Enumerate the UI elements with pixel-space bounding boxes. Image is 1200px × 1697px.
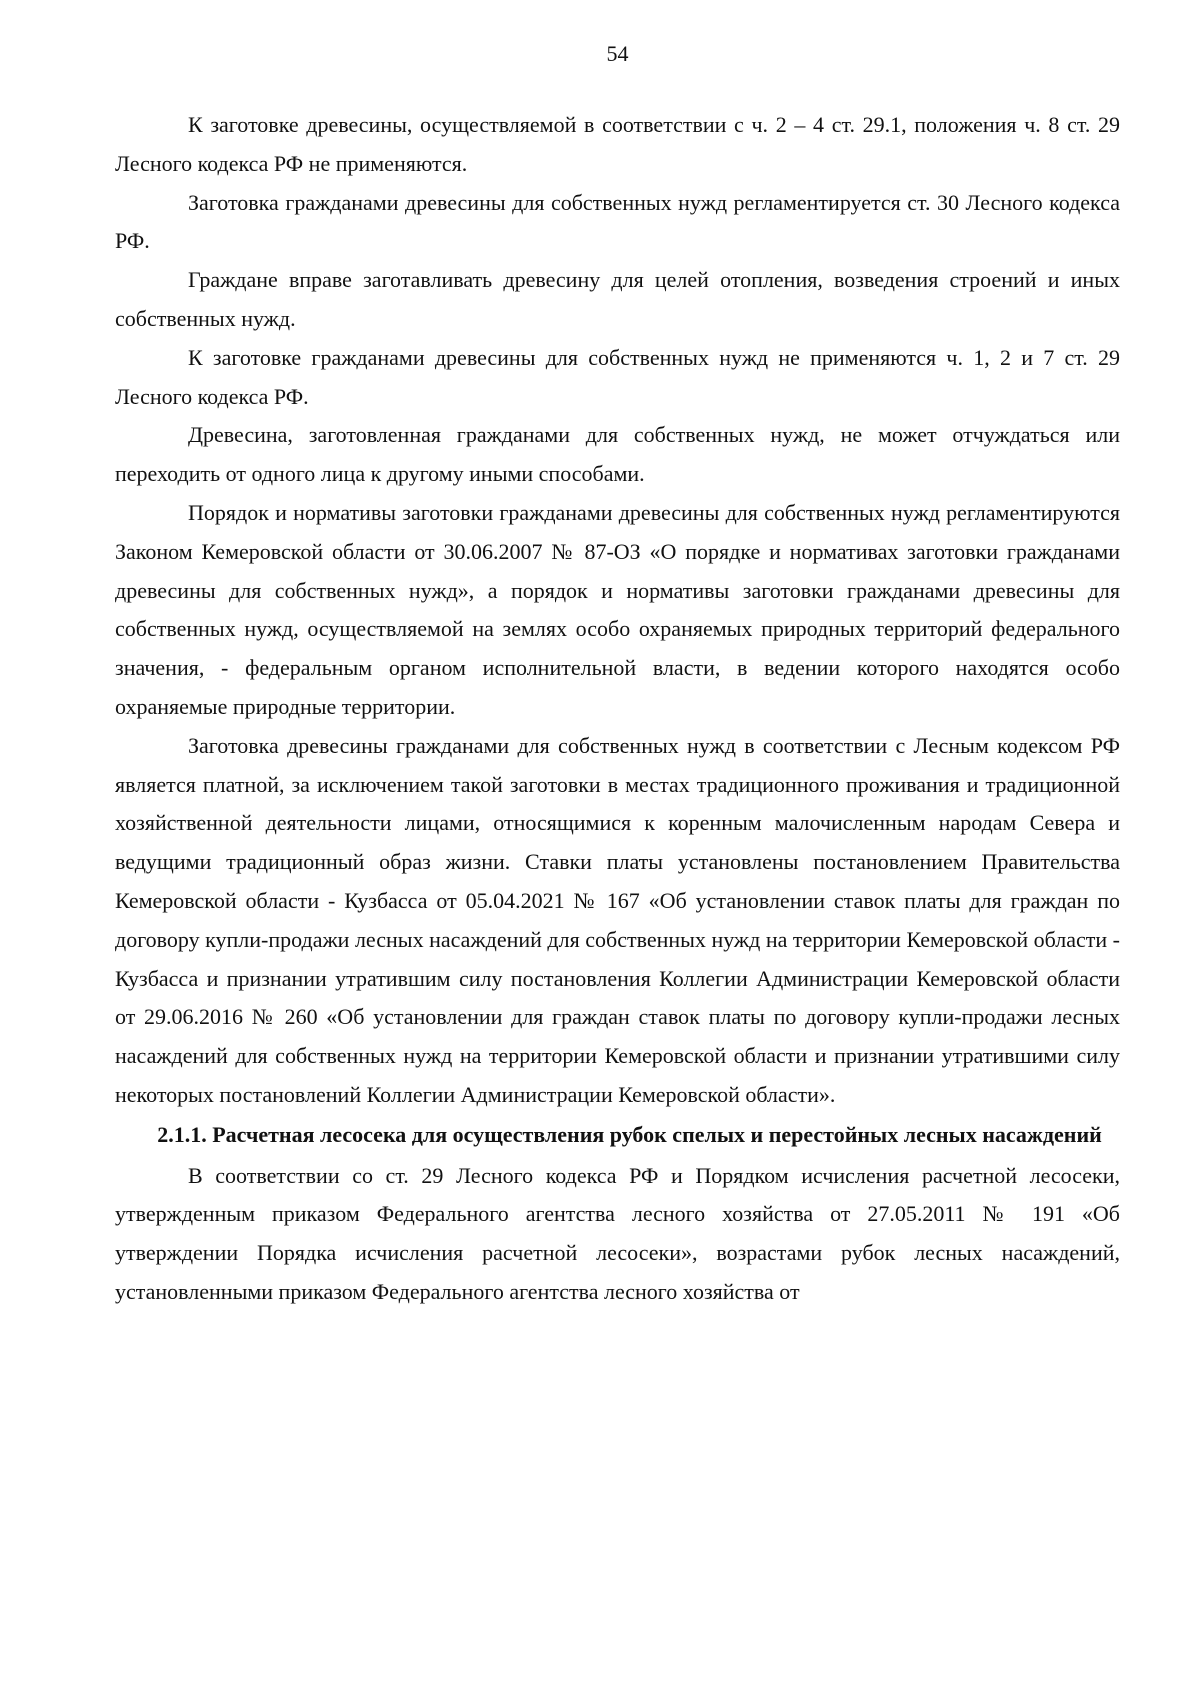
paragraph-6: Порядок и нормативы заготовки гражданами древесины для собственных нужд регламентируются Законом Кемеровской области от 30.06.2007 № 87-ОЗ «О порядке и нормативах заготовки гражданами древесины для собственных нужд», а порядок и нормативы заготовки гражданами древесины для собственных нужд, осуществляемой на землях особо охраняемых природных территорий федерального значения, - федеральным органом исполнительной власти, в ведении которого находятся особо охраняемые природные территории. (115, 499, 1120, 719)
section-heading: 2.1.1. Расчетная лесосека для осуществления рубок спелых и перестойных лесных насаждений (157, 1121, 1102, 1147)
paragraph-4: К заготовке гражданами древесины для собственных нужд не применяются ч. 1, 2 и 7 ст. 29 Лесного кодекса РФ. (115, 344, 1120, 409)
page-number: 54 (606, 41, 629, 66)
paragraph-2: Заготовка гражданами древесины для собственных нужд регламентируется ст. 30 Лесного кодекса РФ. (115, 189, 1120, 254)
paragraph-8: В соответствии со ст. 29 Лесного кодекса РФ и Порядком исчисления расчетной лесосеки, утвержденным приказом Федерального агентства лесного хозяйства от 27.05.2011 № 191 «Об утверждении Порядка исчисления расчетной лесосеки», возрастами рубок лесных насаждений, установленными приказом Федерального агентства лесного хозяйства от (115, 1162, 1120, 1304)
paragraph-5: Древесина, заготовленная гражданами для собственных нужд, не может отчуждаться или переходить от одного лица к другому иными способами. (115, 422, 1120, 487)
paragraph-1: К заготовке древесины, осуществляемой в соответствии с ч. 2 – 4 ст. 29.1, положения ч. 8 ст. 29 Лесного кодекса РФ не применяются. (115, 112, 1120, 176)
paragraph-3: Граждане вправе заготавливать древесину для целей отопления, возведения строений и иных собственных нужд. (115, 267, 1120, 331)
paragraph-7: Заготовка древесины гражданами для собственных нужд в соответствии с Лесным кодексом РФ является платной, за исключением такой заготовки в местах традиционного проживания и традиционной хозяйственной деятельности лицами, относящимися к коренным малочисленным народам Севера и ведущими традиционный образ жизни. Ставки платы установлены постановлением Правительства Кемеровской области - Кузбасса от 05.04.2021 № 167 «Об установлении ставок платы для граждан по договору купли-продажи лесных насаждений для собственных нужд на территории Кемеровской области - Кузбасса и признании утратившим силу постановления Коллегии Администрации Кемеровской области от 29.06.2016 № 260 «Об установлении для граждан ставок платы по договору купли-продажи лесных насаждений для собственных нужд на территории Кемеровской области и признании утратившими силу некоторых постановлений Коллегии Администрации Кемеровской области». (115, 732, 1120, 1107)
